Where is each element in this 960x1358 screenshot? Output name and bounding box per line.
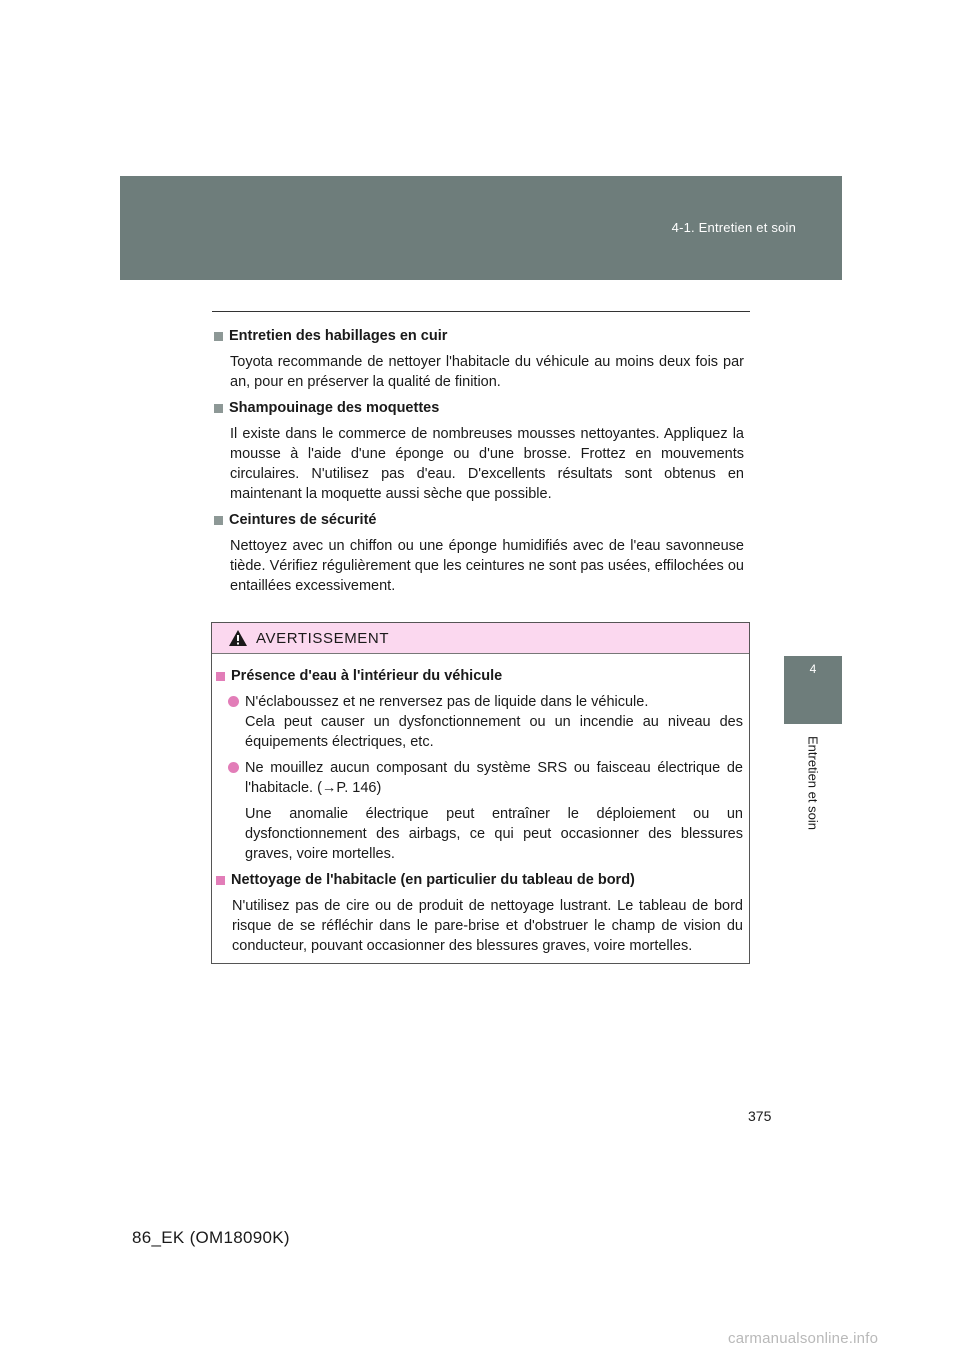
warning-subheading-text: Nettoyage de l'habitacle (en particulier du tableau de bord) <box>231 872 635 888</box>
warning-box <box>211 622 750 964</box>
warning-bullet-continuation: Une anomalie électrique peut entraîner le déploiement ou un dysfonctionnement des airbags, ce qui peut occasionner des blessures graves, voire mortelles. <box>245 806 743 862</box>
section-heading <box>214 510 744 530</box>
round-bullet-icon <box>228 696 239 707</box>
square-bullet-icon <box>216 876 225 885</box>
warning-body <box>212 654 749 956</box>
section-heading <box>214 326 744 346</box>
warning-bullet-line: N'éclaboussez et ne renversez pas de liquide dans le véhicule. <box>245 694 649 710</box>
square-bullet-icon <box>214 332 223 341</box>
section-heading-text: Shampouinage des moquettes <box>229 400 440 416</box>
section-paragraph: Il existe dans le commerce de nombreuses mousses nettoyantes. Appliquez la mousse à l'aide d'une éponge ou d'une brosse. Frottez en mouvements circulaires. N'utilisez pas d'eau. D'excellents résultats sont obtenus en maintenant la moquette aussi sèche que possible. <box>230 426 744 502</box>
chapter-side-label: Entretien et soin <box>805 736 821 830</box>
square-bullet-icon <box>216 672 225 681</box>
chapter-tab <box>784 656 842 724</box>
watermark: carmanualsonline.info <box>728 1330 879 1347</box>
top-divider <box>212 311 750 312</box>
warning-bullet <box>228 692 743 752</box>
warning-bullet-text <box>245 692 743 752</box>
warning-title: AVERTISSEMENT <box>256 629 390 647</box>
warning-subheading <box>216 870 743 890</box>
chapter-header-band <box>120 176 842 280</box>
chapter-number: 4 <box>809 662 817 676</box>
square-bullet-icon <box>214 516 223 525</box>
warning-subheading-text: Présence d'eau à l'intérieur du véhicule <box>231 668 503 684</box>
round-bullet-icon <box>228 762 239 773</box>
warning-bullet-text: Ne mouillez aucun composant du système SRS ou faisceau électrique de l'habitacle. (→P. 146) <box>245 760 743 796</box>
section-title: 4-1. Entretien et soin <box>671 220 796 235</box>
main-content <box>214 326 744 596</box>
section-heading-text: Entretien des habillages en cuir <box>229 328 448 344</box>
square-bullet-icon <box>214 404 223 413</box>
section-paragraph: Nettoyez avec un chiffon ou une éponge humidifiés avec de l'eau savonneuse tiède. Vérifiez régulièrement que les ceintures ne sont pas usées, effilochées ou entaillées excessivement. <box>230 538 744 594</box>
section-heading-text: Ceintures de sécurité <box>229 512 377 528</box>
document-id: 86_EK (OM18090K) <box>132 1228 290 1247</box>
warning-subheading <box>216 666 743 686</box>
warning-paragraph: N'utilisez pas de cire ou de produit de nettoyage lustrant. Le tableau de bord risque de se réfléchir dans le pare-brise et d'obstruer le champ de vision du conducteur, pouvant occasionner des blessures graves, voire mortelles. <box>232 898 743 954</box>
section-paragraph: Toyota recommande de nettoyer l'habitacle du véhicule au moins deux fois par an, pour en préserver la qualité de finition. <box>230 354 744 390</box>
section-heading <box>214 398 744 418</box>
warning-triangle-icon <box>228 629 248 647</box>
warning-bullet-line: Cela peut causer un dysfonctionnement ou un incendie au niveau des équipements électriques, etc. <box>245 714 743 750</box>
warning-bullet <box>228 758 743 798</box>
warning-header <box>212 623 749 654</box>
page-number: 375 <box>748 1108 772 1124</box>
